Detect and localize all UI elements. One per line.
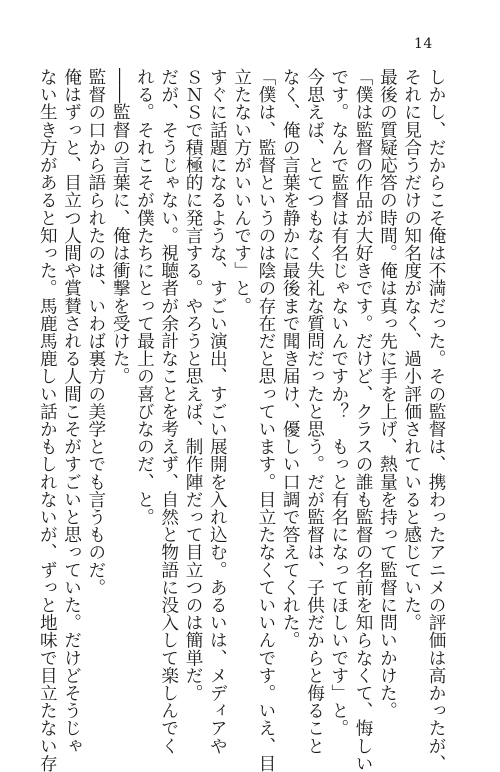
text-line: だが、そうじゃない。視聴者が余計なことを考えず、自然と物語に没入して楽しんでく [158, 68, 179, 755]
text-line: ――監督の言葉に、俺は衝撃を受けた。 [110, 68, 131, 385]
text-line: 立たない方がいいんです」と。 [231, 68, 252, 315]
text-line: 今思えば、とてつもなく失礼な質問だったと思う。だが監督は、子供だからと侮ること [304, 68, 325, 755]
text-line: なく、俺の言葉を静かに最後まで聞き届け、優しい口調で答えてくれた。 [280, 68, 301, 649]
text-line: 「僕は、監督というのは陰の存在だと思っています。目立たなくていいんです。いえ、目 [255, 68, 276, 772]
text-line: れる。それこそが僕たちにとって最上の喜びなのだ、と。 [134, 68, 155, 526]
text-line: ない生き方があると知った。馬鹿馬鹿しい話かもしれないが、ずっと地味で目立たない存 [37, 68, 58, 772]
text-line: 最後の質疑応答の時間。俺は真っ先に手を上げ、熱量を持って監督に問いかけた。 [377, 68, 398, 720]
page-number: 14 [414, 36, 433, 52]
text-line: しかし、だからこそ俺は不満だった。その監督は、携わったアニメの評価は高かったが、 [426, 68, 446, 772]
text-line: 俺はずっと、目立つ人間や賞賛される人間こそがすごいと思っていた。だけどそうじゃ [61, 68, 82, 755]
vertical-body-text [35, 68, 448, 772]
text-line: すぐに話題になるような、すごい演出、すごい展開を入れ込む。あるいは、メディアや [207, 68, 228, 755]
text-line: 監督の口から語られたのは、いわば裏方の美学とでも言うものだ。 [85, 68, 106, 596]
text-line: それに見合うだけの知名度がなく、過小評価されていると感じていた。 [401, 68, 422, 632]
text-line: 「僕は監督の作品が大好きです。だけど、クラスの誰も監督の名前を知らなくて、悔しい [353, 68, 374, 772]
text-line: ＳＮＳで積極的に発言する。やろうと思えば、制作陣だって目立つのは簡単だ。 [183, 68, 204, 702]
text-line: です。なんで監督は有名じゃないんですか？ もっと有名になってほしいです」と。 [328, 68, 349, 737]
